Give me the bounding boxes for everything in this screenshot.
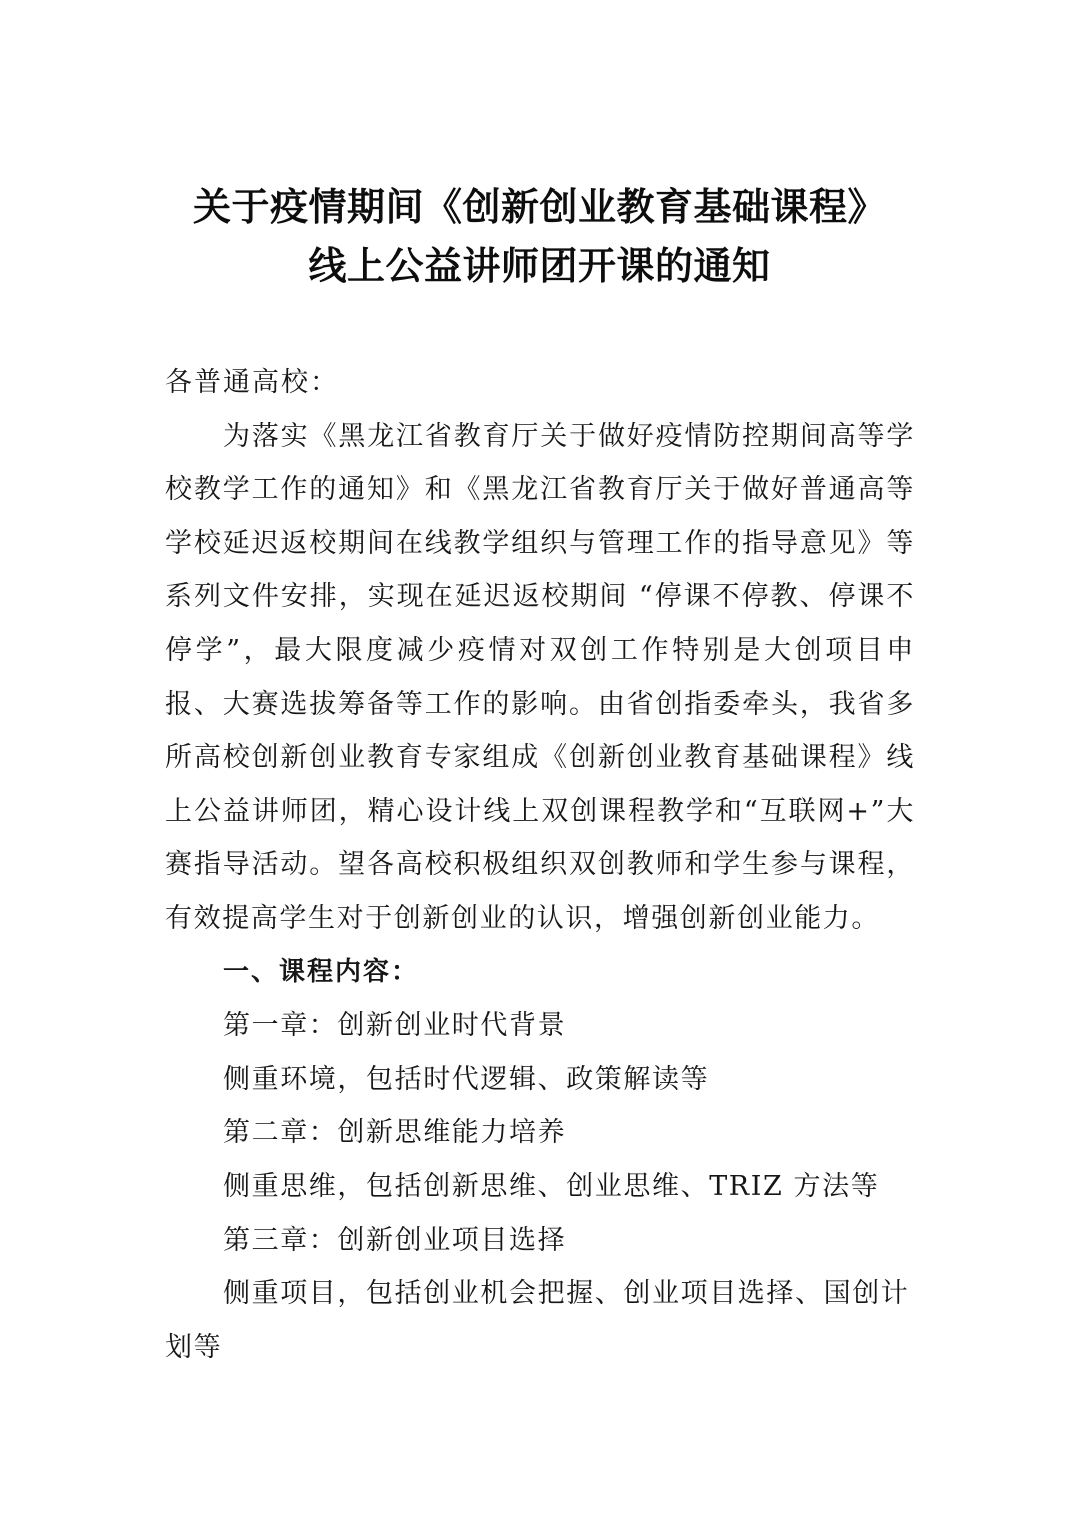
chapter-1-title: 第一章：创新创业时代背景 — [223, 1010, 567, 1042]
chapter-2-description: 侧重思维，包括创新思维、创业思维、TRIZ 方法等 — [223, 1170, 880, 1202]
paragraph-intro: 为落实《黑龙江省教育厅关于做好疫情防控期间高等学校教学工作的通知》和《黑龙江省教育厅关于做好普通高等学校延迟返校期间在线教学组织与管理工作的指导意见》等系列文件安排，实现在延迟返校期间 “停课不停教、停课不停学”，最大限度减少疫情对双创工作特别是大创项目申报、大赛选拔筹备等工作的影响。由省创指委牵头，我省多所高校创新创业教育专家组成《创新创业教育基础课程》线上公益讲师团，精心设计线上双创课程教学和“互联网+”大赛指导活动。望各高校积极组织双创教师和学生参与课程，有效提高学生对于创新创业的认识，增强创新创业能力。 — [165, 420, 915, 934]
document-body — [165, 356, 915, 1374]
chapter-1-description: 侧重环境，包括时代逻辑、政策解读等 — [223, 1063, 710, 1095]
document-title-line-1: 关于疫情期间《创新创业教育基础课程》 — [192, 185, 886, 229]
section-heading-course-content: 一、课程内容： — [223, 956, 420, 987]
salutation: 各普通高校： — [165, 367, 339, 398]
chapter-3-title: 第三章：创新创业项目选择 — [223, 1224, 567, 1256]
chapter-3-description: 侧重项目，包括创业机会把握、创业项目选择、国创计划等 — [165, 1278, 910, 1363]
document-title-line-2: 线上公益讲师团开课的通知 — [308, 244, 771, 288]
chapter-2-title: 第二章：创新思维能力培养 — [223, 1117, 567, 1149]
